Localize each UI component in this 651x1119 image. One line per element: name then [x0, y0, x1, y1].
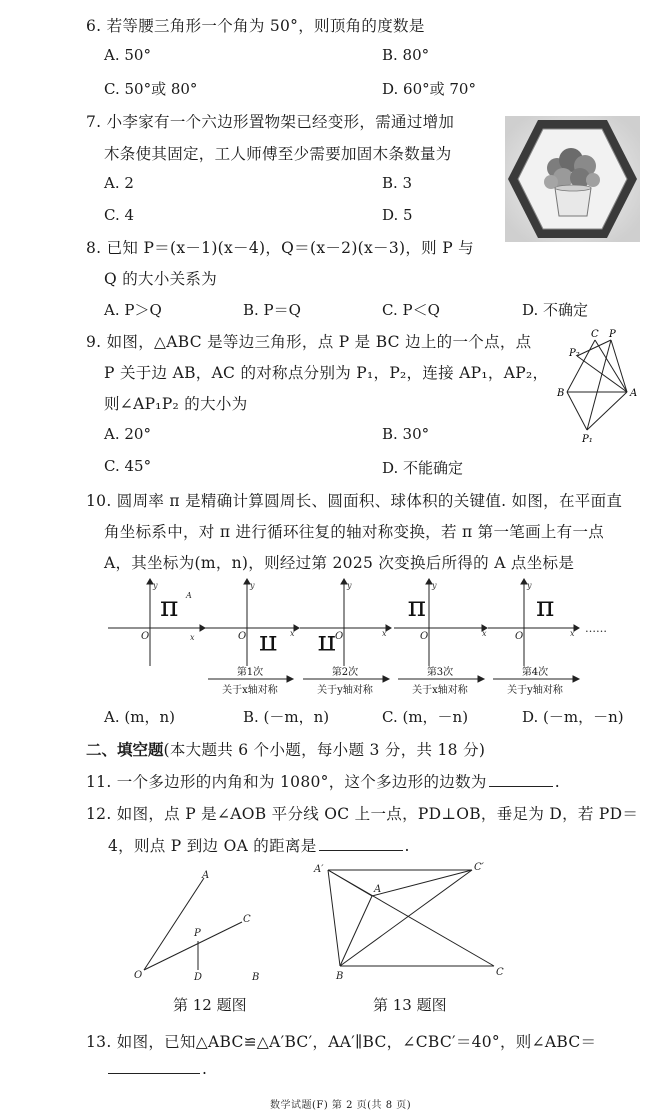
q10-x-label-3: x: [382, 629, 387, 638]
q10-ellipsis: ……: [585, 622, 607, 635]
q12-end: .: [404, 837, 410, 855]
q10-stem-line2: 角坐标系中，对 π 进行循环往复的轴对称变换，若 π 第一笔画上有一点: [104, 523, 605, 541]
q7-stem-line1: 7. 小李家有一个六边形置物架已经变形，需通过增加: [86, 113, 455, 131]
q13-stem-line1: 13. 如图，已知△ABC≌△A′BC′，AA′∥BC，∠CBC′＝40°，则∠ABC＝: [86, 1033, 597, 1051]
q10-origin-2: O: [238, 631, 247, 642]
q10-option-a: A. (m，n): [104, 708, 175, 726]
q10-option-c: C. (m，－n): [382, 708, 469, 726]
q7-stem-line2: 木条使其固定，工人师傅至少需要加固木条数量为: [104, 145, 452, 163]
q10-y-label-5: y: [527, 581, 532, 590]
section2-note: (本大题共 6 个小题，每小题 3 分，共 18 分): [163, 741, 486, 759]
q10-option-b: B. (－m，n): [243, 708, 330, 726]
q8-stem-line1: 8. 已知 P＝(x－1)(x－4)，Q＝(x－2)(x－3)，则 P 与: [86, 239, 474, 257]
q8-stem-line2: Q 的大小关系为: [104, 270, 218, 288]
q9-option-d: D. 不能确定: [382, 459, 464, 477]
q9-label-p2: P₂: [569, 348, 580, 359]
q10-y-label-3: y: [347, 581, 352, 590]
q10-y-label-1: y: [153, 581, 158, 590]
q9-label-b: B: [557, 388, 565, 399]
q12-caption: 第 12 题图: [173, 996, 247, 1014]
q10-origin-1: O: [141, 631, 150, 642]
q9-label-c: C: [591, 329, 599, 340]
q13-answer-blank: [108, 1060, 200, 1074]
q12-label-a: A: [202, 870, 210, 881]
q11-stem: [86, 770, 560, 792]
q10-origin-3: O: [335, 631, 344, 642]
q9-option-a: A. 20°: [104, 425, 151, 443]
q9-label-p1: P₁: [582, 434, 593, 444]
q12-text: 4，则点 P 到边 OA 的距离是: [108, 837, 317, 855]
q10-option-d: D. (－m，－n): [522, 708, 624, 726]
q7-option-d: D. 5: [382, 206, 413, 224]
q9-stem-line3: 则∠AP₁P₂ 的大小为: [104, 395, 248, 413]
q10-step3-bottom: 关于x轴对称: [412, 685, 468, 696]
q10-y-label-4: y: [432, 581, 437, 590]
q10-pi-3: π: [317, 629, 336, 662]
q12-label-o: O: [134, 970, 143, 981]
q10-origin-5: O: [515, 631, 524, 642]
q10-step3-top: 第3次: [426, 667, 454, 678]
q8-option-a: A. P＞Q: [104, 301, 162, 319]
q7-option-a: A. 2: [104, 174, 134, 192]
page-footer: 数学试题(F) 第 2 页(共 8 页): [270, 1100, 412, 1111]
q11-answer-blank: [489, 773, 553, 787]
q13-label-c: C: [496, 967, 504, 978]
q12-stem-line1: 12. 如图，点 P 是∠AOB 平分线 OC 上一点，PD⊥OB，垂足为 D，若 PD＝: [86, 805, 639, 823]
q10-x-label-4: x: [482, 629, 487, 638]
q10-pi-1: π: [160, 590, 179, 623]
q12-label-c: C: [243, 914, 251, 925]
q12-answer-blank: [319, 837, 403, 851]
q12-label-d: D: [194, 972, 203, 982]
q10-step1-top: 第1次: [236, 667, 264, 678]
q6-option-a: A. 50°: [104, 46, 151, 64]
section2-title: 二、填空题: [86, 740, 164, 759]
q6-stem: 6. 若等腰三角形一个角为 50°，则顶角的度数是: [86, 17, 425, 35]
q10-x-label-1: x: [190, 633, 195, 642]
q10-stem-line1: 10. 圆周率 π 是精确计算圆周长、圆面积、球体积的关键值. 如图，在平面直: [86, 492, 623, 510]
q12-label-b: B: [252, 972, 260, 982]
q10-step4-bottom: 关于y轴对称: [507, 685, 563, 696]
q10-origin-4: O: [420, 631, 429, 642]
q10-step2-top: 第2次: [331, 667, 359, 678]
q13-label-b: B: [336, 971, 344, 982]
q8-option-d: D. 不确定: [522, 301, 589, 319]
q10-pi-4: π: [407, 590, 426, 623]
q7-option-c: C. 4: [104, 206, 135, 224]
q10-x-label-2: x: [290, 629, 295, 638]
q10-step2-bottom: 关于y轴对称: [317, 685, 373, 696]
q13-label-a-prime: A′: [314, 864, 324, 875]
q8-option-c: C. P＜Q: [382, 301, 440, 319]
q8-option-b: B. P＝Q: [243, 301, 301, 319]
q6-option-d: D. 60°或 70°: [382, 80, 476, 98]
q13-caption: 第 13 题图: [373, 996, 447, 1014]
q10-pi-2: π: [259, 629, 278, 662]
q10-pi-5: π: [536, 590, 555, 623]
q11-text: 11. 一个多边形的内角和为 1080°，这个多边形的边数为: [86, 773, 487, 791]
q9-label-p: P: [609, 329, 616, 340]
hexagon-shelf-photo: [505, 116, 640, 242]
q13-stem-line2: [108, 1060, 207, 1078]
q12-stem-line2: [108, 834, 410, 856]
q9-stem-line2: P 关于边 AB，AC 的对称点分别为 P₁，P₂，连接 AP₁，AP₂，: [104, 364, 549, 382]
q10-y-label-2: y: [250, 581, 255, 590]
q9-label-a: A: [630, 388, 638, 399]
section2-heading: [86, 738, 485, 760]
q6-option-c: C. 50°或 80°: [104, 80, 198, 98]
q10-x-label-5: x: [570, 629, 575, 638]
q13-end: .: [202, 1060, 208, 1078]
q13-label-a: A: [374, 884, 382, 895]
q10-stem-line3: A，其坐标为(m，n)，则经过第 2025 次变换后所得的 A 点坐标是: [104, 554, 575, 572]
q10-point-a: A: [186, 591, 192, 600]
q9-option-c: C. 45°: [104, 457, 152, 475]
q7-option-b: B. 3: [382, 174, 413, 192]
q10-step1-bottom: 关于x轴对称: [222, 685, 278, 696]
q11-end: .: [554, 773, 560, 791]
q10-transform-figure: [104, 578, 634, 700]
q10-step4-top: 第4次: [521, 667, 549, 678]
q12-label-p: P: [194, 928, 201, 939]
q12-figure: [130, 866, 270, 982]
q13-label-c-prime: C′: [474, 862, 484, 873]
q6-option-b: B. 80°: [382, 46, 430, 64]
q9-stem-line1: 9. 如图，△ABC 是等边三角形，点 P 是 BC 边上的一个点，点: [86, 333, 532, 351]
q13-figure: [308, 858, 518, 984]
q9-figure: [555, 326, 645, 444]
q9-option-b: B. 30°: [382, 425, 430, 443]
